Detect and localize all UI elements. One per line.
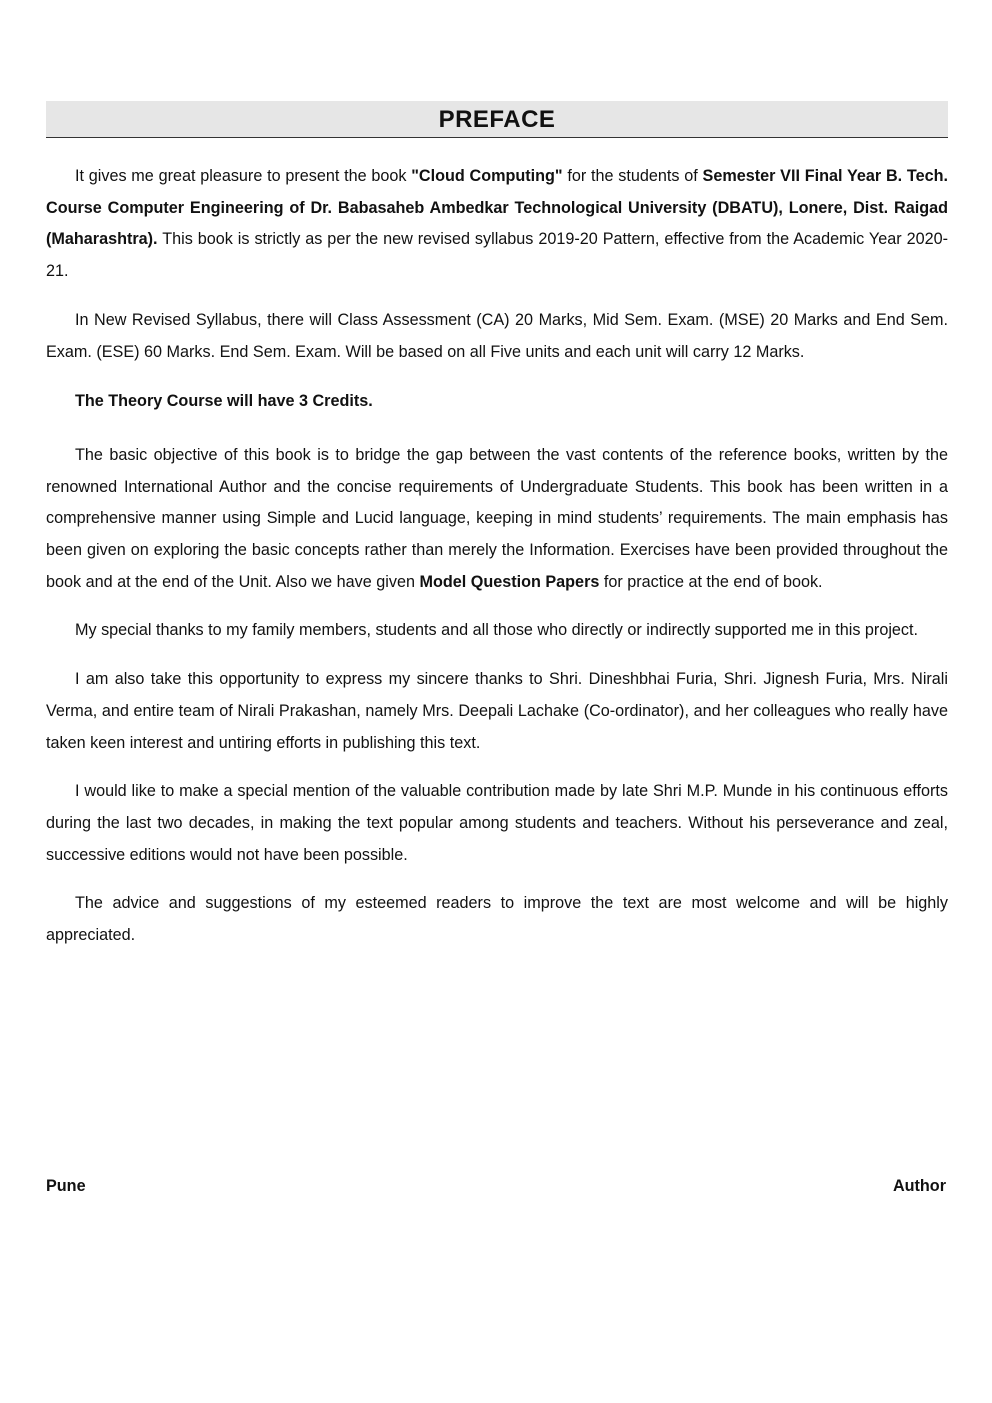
intro-text-start: It gives me great pleasure to present the book: [75, 167, 412, 185]
heading-bar: [46, 101, 948, 138]
intro-text-end: This book is strictly as per the new revised syllabus 2019-20 Pattern, effective from the Academic Year 2020-21.: [46, 230, 948, 281]
objective-text-end: for practice at the end of book.: [599, 572, 823, 591]
paragraph-advice: The advice and suggestions of my esteemed readers to improve the text are most welcome and will be highly appreciated.: [46, 894, 948, 945]
preface-footer: [46, 1172, 946, 1200]
preface-page: [46, 101, 948, 969]
paragraph-thanks-family: My special thanks to my family members, students and all those who directly or indirectly supported me in this project.: [75, 621, 919, 640]
intro-text-mid: for the students of: [562, 167, 703, 185]
place-label: Pune: [46, 1177, 86, 1195]
book-title: "Cloud Computing": [411, 167, 563, 185]
preface-body: [46, 161, 948, 952]
objective-text-start: The basic objective of this book is to bridge the gap between the vast contents of the reference books, written by the renowned International Author and the concise requirements of Undergraduate Students. This book has been written in a comprehensive manner using Simple and Lucid language, keeping in mind students’ requirements. The main emphasis has been given on exploring the basic concepts rather than merely the Information. Exercises have been provided throughout the book and at the end of the Unit. Also we have given: [46, 445, 948, 591]
credits-text: The Theory Course will have 3 Credits.: [75, 392, 373, 411]
paragraph-credits: [46, 386, 948, 418]
paragraph-intro: [46, 161, 948, 288]
model-papers-text: Model Question Papers: [419, 572, 600, 591]
paragraph-objective: [46, 440, 948, 599]
paragraph-mention: I would like to make a special mention of the valuable contribution made by late Shri M.P. Munde in his continuous efforts during the last two decades, in making the text popular among students and teachers. Without his perseverance and zeal, successive editions would not have been possible.: [46, 782, 948, 864]
page-title: PREFACE: [438, 106, 556, 133]
author-label: Author: [892, 1177, 946, 1195]
paragraph-thanks-publisher: I am also take this opportunity to express my sincere thanks to Shri. Dineshbhai Furia, Shri. Jignesh Furia, Mrs. Nirali Verma, and entire team of Nirali Prakashan, namely Mrs. Deepali Lachake (Co-ordinator), and her colleagues who really have taken keen interest and untiring efforts in publishing this text.: [46, 670, 948, 752]
paragraph-syllabus: In New Revised Syllabus, there will Class Assessment (CA) 20 Marks, Mid Sem. Exam. (MSE) 20 Marks and End Sem. Exam. (ESE) 60 Marks. End Sem. Exam. Will be based on all Five units and each unit will carry 12 Marks.: [46, 310, 948, 361]
course-details: Semester VII Final Year B. Tech. Course Computer Engineering of Dr. Babasaheb Ambedkar Technological University (DBATU), Lonere, Dist. Raigad (Maharashtra).: [46, 167, 948, 249]
